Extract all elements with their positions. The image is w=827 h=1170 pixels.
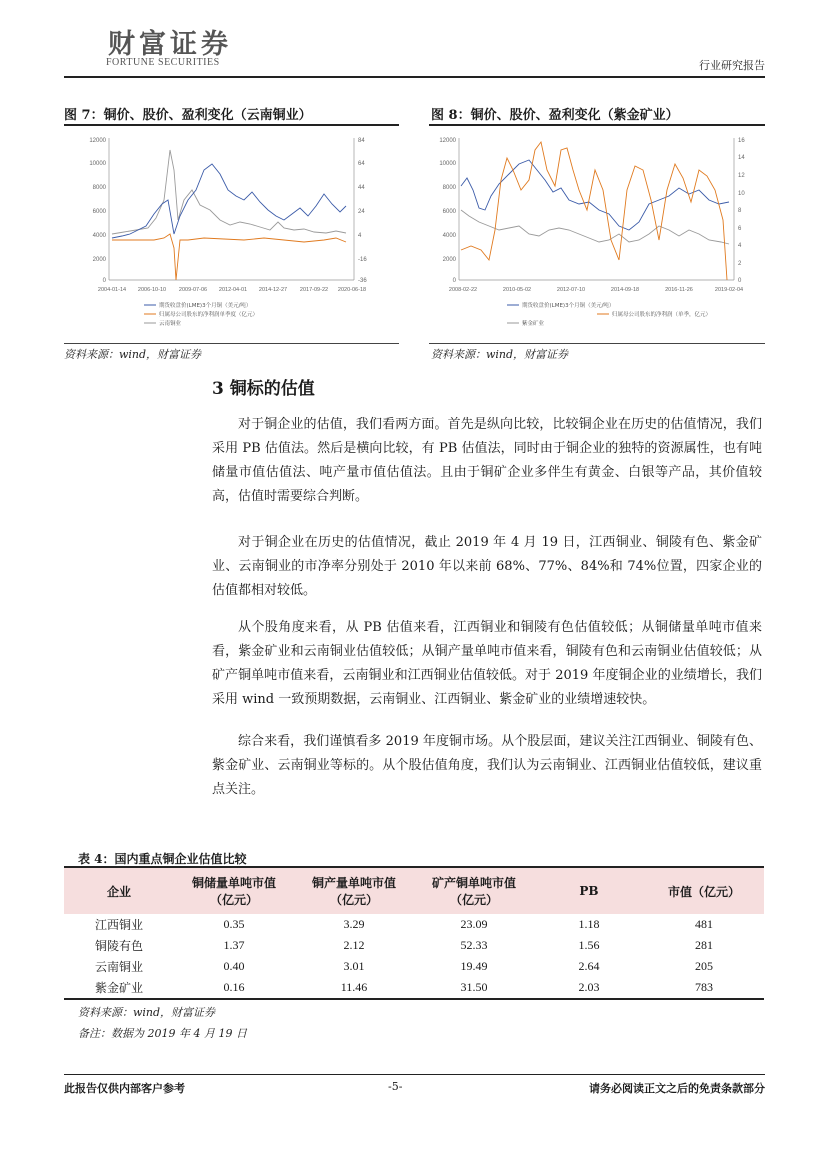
logo-cn: 财富证券: [108, 29, 232, 60]
cell-pb: 2.64: [578, 959, 600, 973]
footer-disclaimer-right: 请务必阅读正文之后的免责条款部分: [589, 1082, 765, 1095]
f7-left-tick: 8000: [92, 185, 106, 191]
f8-left-tick: 10000: [439, 161, 456, 167]
table-row: [64, 914, 764, 935]
f8-profit-series: [461, 142, 727, 280]
cell-reserve: 0.16: [223, 980, 245, 994]
f7-x-tick: 2006-10-10: [137, 287, 167, 293]
f8-right-tick: 4: [738, 243, 742, 249]
f7-x-tick: 2012-04-01: [218, 287, 248, 293]
f7-stock-series: [112, 150, 346, 234]
paragraph-2: 对于铜企业在历史的估值情况，截止 2019 年 4 月 19 日，江西铜业、铜陵有色、紫金矿业、云南铜业的市净率分别处于 2010 年以来前 68%、77%、84%和 74%位置，四家企业的估值都相对较低。: [212, 535, 762, 598]
f8-right-tick: 2: [738, 261, 742, 267]
cell-company: 铜陵有色: [94, 939, 143, 953]
paragraph-3: 从个股角度来看，从 PB 估值来看，江西铜业和铜陵有色估值较低；从铜储量单吨市值来看，紫金矿业和云南铜业估值较低；从铜产量单吨市值来看，铜陵有色和云南铜业估值较低；从矿产铜单吨市值来看，云南铜业和江西铜业估值较低。对于 2019 年度铜企业的业绩增长，我们采用 wind 一致预期数据，云南铜业、江西铜业、紫金矿业的业绩增速较快。: [212, 620, 762, 707]
f8-x-tick: 2010-05-02: [502, 287, 532, 293]
f8-x-tick: 2014-09-18: [610, 287, 640, 293]
figure-7-chart: [64, 130, 399, 336]
f7-right-tick: 44: [358, 185, 365, 191]
figure-7-source: 资料来源：wind，财富证券: [64, 348, 202, 361]
cell-marketcap: 481: [695, 917, 713, 931]
f8-x-tick: 2019-02-04: [714, 287, 744, 293]
cell-output: 2.12: [343, 938, 365, 952]
f7-left-tick: 10000: [89, 161, 106, 167]
f7-x-tick: 2014-12-27: [258, 287, 288, 293]
f7-left-tick: 6000: [92, 209, 106, 215]
cell-mine: 52.33: [460, 938, 488, 952]
f8-legend-stock: 紫金矿业: [522, 321, 545, 327]
f7-left-tick: 4000: [92, 233, 106, 239]
f7-left-tick: 12000: [89, 138, 106, 144]
page-number: -5-: [388, 1080, 403, 1093]
f7-right-tick: 64: [358, 161, 365, 167]
footer-divider: [64, 1074, 765, 1075]
cell-reserve: 0.35: [223, 917, 245, 931]
f8-right-tick: 16: [738, 138, 745, 144]
cell-marketcap: 783: [695, 980, 713, 994]
table-note: 备注：数据为 2019 年 4 月 19 日: [78, 1027, 247, 1040]
cell-mine: 23.09: [460, 917, 488, 931]
f8-right-tick: 0: [738, 278, 742, 284]
cell-company: 云南铜业: [94, 960, 143, 974]
f7-right-tick: -16: [358, 257, 367, 263]
table-source: 资料来源：wind，财富证券: [78, 1006, 216, 1019]
f7-copper-series: [112, 164, 346, 238]
f8-stock-series: [461, 210, 729, 244]
f7-left-tick: 2000: [92, 257, 106, 263]
f7-legend-copper: 期货收盘价(LME)3个月铜（美元/吨）: [159, 303, 252, 309]
f8-x-tick: 2012-07-10: [556, 287, 586, 293]
header-company: 企业: [64, 867, 174, 914]
logo-en: FORTUNE SECURITIES: [106, 57, 220, 68]
f8-right-tick: 8: [738, 208, 742, 214]
header-reserve-value: 铜储量单吨市值 （亿元）: [174, 867, 294, 914]
f7-x-tick: 2020-06-18: [337, 287, 367, 293]
f8-right-tick: 10: [738, 191, 745, 197]
f7-right-tick: 24: [358, 209, 365, 215]
table-header-row: [64, 867, 764, 914]
cell-reserve: 0.40: [223, 959, 245, 973]
f7-legend-profit: 归属母公司股东的净利润单季度（亿元）: [159, 312, 259, 318]
header-divider: [64, 76, 765, 78]
cell-marketcap: 205: [695, 959, 713, 973]
section-title: 3 铜标的估值: [212, 379, 315, 399]
f7-profit-series: [112, 234, 346, 280]
cell-pb: 1.56: [578, 938, 600, 952]
f7-x-tick: 2017-09-22: [299, 287, 329, 293]
f8-left-tick: 6000: [442, 209, 456, 215]
f7-right-tick: 84: [358, 138, 365, 144]
figure-8-title: 图 8：铜价、股价、盈利变化（紫金矿业）: [431, 108, 679, 123]
header-market-cap: 市值（亿元）: [644, 867, 764, 914]
cell-company: 江西铜业: [94, 918, 143, 932]
figure-8-chart: [429, 130, 765, 336]
cell-reserve: 1.37: [223, 938, 245, 952]
f7-x-tick: 2009-07-06: [178, 287, 208, 293]
figure-8-svg: [429, 130, 765, 336]
cell-mine: 19.49: [460, 959, 488, 973]
f8-right-tick: 14: [738, 155, 745, 161]
cell-output: 3.29: [343, 917, 365, 931]
table-title: 表 4：国内重点铜企业估值比较: [78, 852, 247, 866]
paragraph-1: 对于铜企业的估值，我们看两方面。首先是纵向比较，比较铜企业在历史的估值情况，我们采用 PB 估值法。然后是横向比较，有 PB 估值法，同时由于铜企业的独特的资源属性，也有吨储量市值估值法、吨产量市值估值法。且由于铜矿企业多伴生有黄金、白银等产品，其价值较高，估值时需要综合判断。: [212, 417, 762, 504]
cell-pb: 1.18: [578, 917, 600, 931]
f7-legend-stock: 云南铜业: [159, 321, 182, 327]
f7-right-tick: 4: [358, 233, 362, 239]
cell-marketcap: 281: [695, 938, 713, 952]
valuation-table: [64, 866, 764, 1000]
f8-x-tick: 2016-11-26: [665, 287, 693, 293]
paragraph-4: 综合来看，我们谨慎看多 2019 年度铜市场。从个股层面，建议关注江西铜业、铜陵有色、紫金矿业、云南铜业等标的。从个股估值角度，我们认为云南铜业、江西铜业估值较低，建议重点关注。: [212, 734, 762, 797]
figure-7-title: 图 7：铜价、股价、盈利变化（云南铜业）: [64, 108, 312, 123]
f8-left-tick: 8000: [442, 185, 456, 191]
f8-right-tick: 12: [738, 173, 745, 179]
cell-mine: 31.50: [460, 980, 488, 994]
table-row: [64, 977, 764, 999]
f8-x-tick: 2008-02-22: [448, 287, 478, 293]
f8-legend-profit: 归属母公司股东的净利润（单季，亿元）: [612, 312, 712, 318]
f8-legend-copper: 期货收盘价(LME)3个月铜（美元/吨）: [522, 303, 615, 309]
table-row: [64, 935, 764, 956]
f8-left-tick: 2000: [442, 257, 456, 263]
f7-right-tick: -36: [358, 278, 367, 284]
figure-7-svg: [64, 130, 399, 336]
cell-pb: 2.03: [578, 980, 600, 994]
table-row: [64, 956, 764, 977]
cell-output: 3.01: [343, 959, 365, 973]
header-pb: PB: [534, 867, 644, 914]
f8-right-tick: 6: [738, 226, 742, 232]
f7-x-tick: 2004-01-14: [97, 287, 127, 293]
footer-disclaimer-left: 此报告仅供内部客户参考: [64, 1082, 185, 1095]
figure-7-source-divider: [64, 343, 399, 344]
header-output-value: 铜产量单吨市值 （亿元）: [294, 867, 414, 914]
f7-left-tick: 0: [102, 278, 106, 284]
f8-left-tick: 12000: [439, 138, 456, 144]
f8-left-tick: 4000: [442, 233, 456, 239]
header-mine-value: 矿产铜单吨市值 （亿元）: [414, 867, 534, 914]
cell-company: 紫金矿业: [94, 981, 143, 995]
report-type: 行业研究报告: [699, 59, 765, 72]
figure-7-divider: [64, 124, 399, 126]
cell-output: 11.46: [340, 980, 368, 994]
figure-8-divider: [429, 124, 765, 126]
f8-left-tick: 0: [452, 278, 456, 284]
figure-8-source: 资料来源：wind，财富证券: [431, 348, 569, 361]
figure-8-source-divider: [429, 343, 765, 344]
